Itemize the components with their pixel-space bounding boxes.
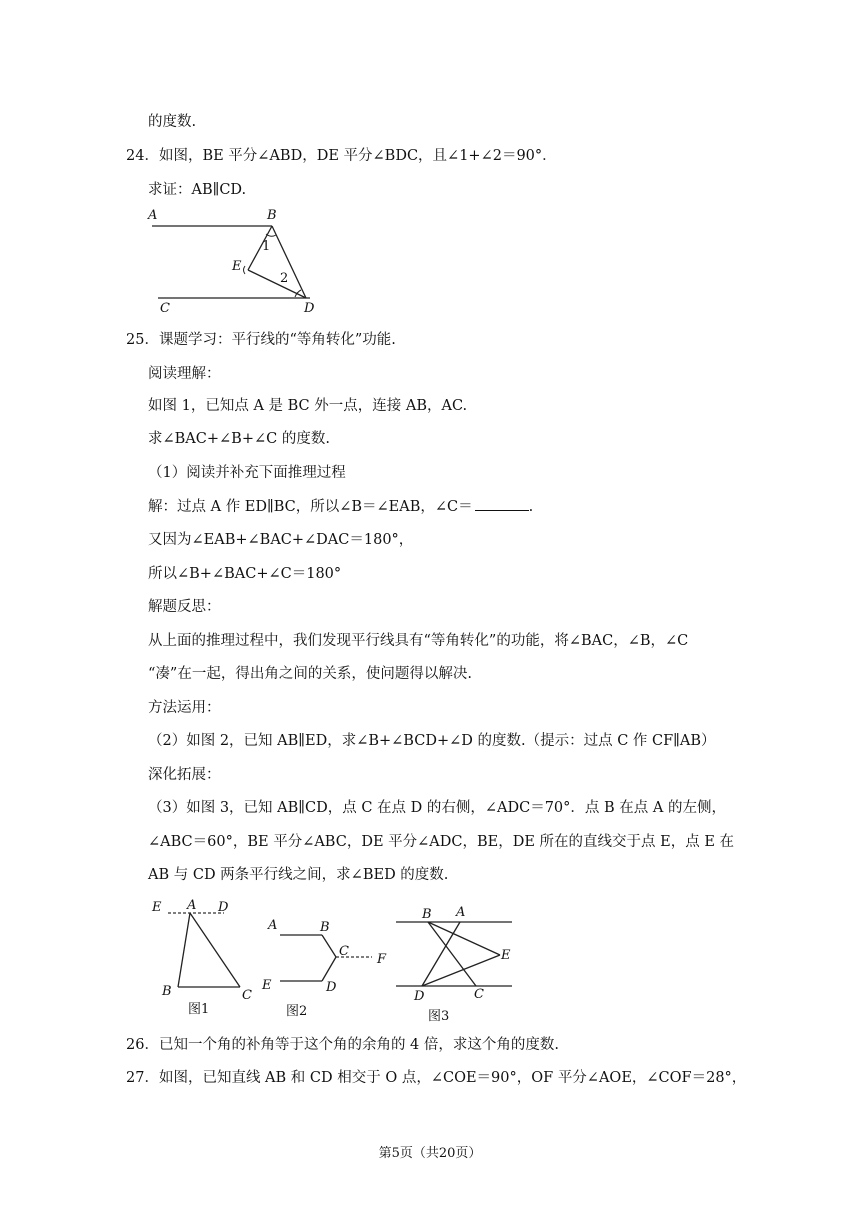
text-line: 深化拓展： [148,767,221,783]
text-line: 阅读理解： [148,366,221,382]
figure-2 [260,905,395,1025]
text-line: 求∠BAC+∠B+∠C 的度数. [148,431,330,447]
text-line: 所以∠B+∠BAC+∠C＝180° [148,566,342,582]
label-angle-1: 1 [262,239,271,254]
text-segment: 解：过点 A 作 ED∥BC，所以∠B＝∠EAB，∠C＝ [148,499,473,515]
question-26: 26．已知一个角的补角等于这个角的余角的 4 倍，求这个角的度数. [126,1037,560,1053]
label-F: F [377,952,387,967]
label-D: D [326,980,337,995]
text-line: （3）如图 3，已知 AB∥CD，点 C 在点 D 的右侧，∠ADC＝70°．点 B 在点 A 的左侧， [148,800,726,816]
text-segment: . [528,499,534,515]
text-line: 如图 1，已知点 A 是 BC 外一点，连接 AB，AC. [148,398,468,414]
figure-3-caption: 图3 [428,1009,450,1024]
label-C: C [242,988,252,1003]
label-B: B [422,907,432,922]
figure-3 [390,900,520,1028]
text-line: （2）如图 2，已知 AB∥ED，求∠B+∠BCD+∠D 的度数.（提示：过点 C 作 CF∥AB） [148,733,716,749]
text-line: ∠ABC＝60°，BE 平分∠ABC，DE 平分∠ADC，BE，DE 所在的直线交于点 E，点 E 在 [148,834,735,850]
label-C: C [339,944,349,959]
label-angle-2: 2 [280,271,289,286]
figure-2-caption: 图2 [286,1004,308,1019]
label-D: D [218,900,229,915]
label-E: E [501,948,511,963]
text-line: 解题反思： [148,599,221,615]
text-line-with-blank [148,497,533,517]
text-line: （1）阅读并补充下面推理过程 [148,465,346,481]
figure-1 [146,895,266,1025]
label-E: E [152,900,162,915]
question-27: 27．如图，已知直线 AB 和 CD 相交于 O 点，∠COE＝90°，OF 平分∠AOE，∠COF＝28°， [126,1070,747,1086]
label-A: A [456,905,466,920]
figure-1-caption: 图1 [188,1002,210,1017]
text-line: AB 与 CD 两条平行线之间，求∠BED 的度数. [148,867,449,883]
text-line: 方法运用： [148,700,221,716]
text-line: 的度数. [148,114,197,130]
page-footer: 第5页（共20页） [378,1146,482,1161]
label-D: D [304,301,315,315]
label-C: C [474,987,484,1002]
label-D: D [414,989,425,1004]
label-E: E [232,259,242,274]
label-B: B [267,208,277,223]
text-line: 求证：AB∥CD. [148,182,247,198]
text-line: “凑”在一起，得出角之间的关系，使问题得以解决. [148,666,472,682]
answer-blank[interactable] [475,497,529,511]
label-B: B [162,984,172,999]
label-A: A [148,208,158,223]
text-line: 从上面的推理过程中，我们发现平行线具有“等角转化”的功能，将∠BAC，∠B，∠C [148,633,689,649]
label-C: C [160,301,170,315]
question-24: 24．如图，BE 平分∠ABD，DE 平分∠BDC，且∠1+∠2＝90°． [126,148,557,164]
label-A: A [187,898,197,913]
label-B: B [320,920,330,935]
label-A: A [268,918,278,933]
label-E: E [262,978,272,993]
question-25: 25．课题学习：平行线的“等角转化”功能. [126,332,396,348]
text-line: 又因为∠EAB+∠BAC+∠DAC＝180°， [148,532,414,548]
figure-24 [140,200,340,315]
